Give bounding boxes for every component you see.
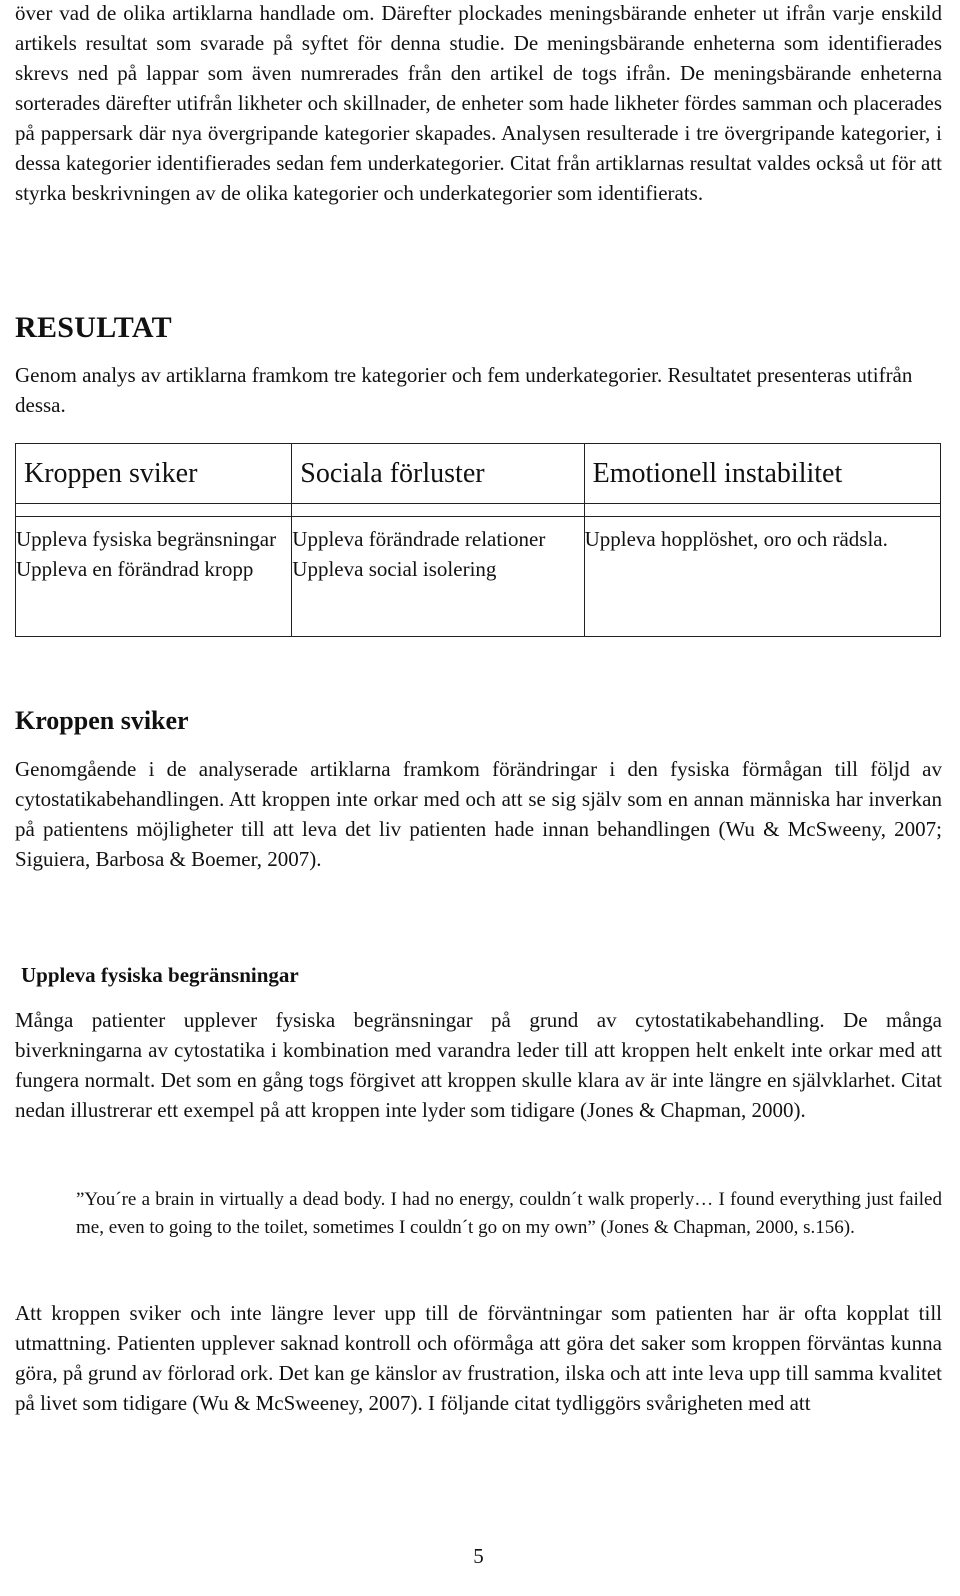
table-header-cell: Kroppen sviker xyxy=(16,444,292,504)
subsection-paragraph: Många patienter upplever fysiska begränsningar på grund av cytostatikabehandling. De många biverkningarna av cytostatika i kombination med varandra leder till att kroppen helt enkelt inte orkar med att fungera normalt. Det som en gång togs förgivet att kroppen skulle klara av är inte längre en självklarhet. Citat nedan illustrerar ett exempel på att kroppen inte lyder som tidigare (Jones & Chapman, 2000). xyxy=(15,1008,942,1122)
section-paragraph: Genomgående i de analyserade artiklarna framkom förändringar i den fysiska förmågan till följd av cytostatikabehandlingen. Att kroppen inte orkar med och att se sig själv som en annan människa har inverkan på patientens möjligheter till att leva det liv patienten hade innan behandlingen (Wu & McSweeny, 2007; Siguiera, Barbosa & Boemer, 2007). xyxy=(15,757,942,871)
table-cell xyxy=(584,517,940,637)
subcategory: Uppleva social isolering xyxy=(292,557,497,581)
table-row xyxy=(16,517,941,637)
table-header-cell: Emotionell instabilitet xyxy=(584,444,940,504)
subcategory: Uppleva förändrade relationer xyxy=(292,527,546,551)
category-table xyxy=(15,443,941,637)
subcategory: Uppleva en förändrad kropp xyxy=(16,557,254,581)
result-heading: RESULTAT xyxy=(15,311,172,344)
closing-paragraph: Att kroppen sviker och inte längre lever upp till de förväntningar som patienten har är ofta kopplat till utmattning. Patienten upplever saknad kontroll och oförmåga att göra det saker som kroppen förväntas kunna göra, på grund av förlorad ork. Det kan ge känslor av frustration, ilska och att inte leva upp till samma kvalitet på livet som tidigare (Wu & McSweeney, 2007). I följande citat tydliggörs svårigheten med att xyxy=(15,1301,942,1415)
result-paragraph: Genom analys av artiklarna framkom tre kategorier och fem underkategorier. Resultatet presenteras utifrån dessa. xyxy=(15,363,913,417)
table-gap-row xyxy=(16,504,941,517)
subcategory: Uppleva fysiska begränsningar xyxy=(16,527,277,551)
block-quote: ”You´re a brain in virtually a dead body. I had no energy, couldn´t walk properly… I found everything just failed me, even to going to the toilet, sometimes I couldn´t go on my own” (Jones & Chapman, 2000, s.156). xyxy=(76,1189,942,1238)
table-cell xyxy=(292,517,584,637)
subcategory: Uppleva hopplöshet, oro och rädsla. xyxy=(584,527,888,551)
table-header-row xyxy=(16,444,941,504)
table-header-cell: Sociala förluster xyxy=(292,444,584,504)
intro-paragraph: över vad de olika artiklarna handlade om. Därefter plockades meningsbärande enheter ut ifrån varje enskild artikels resultat som svarade på syftet för denna studie. De meningsbärande enheterna som identifierades skrevs ned på lappar som även numrerades från den artikel de togs ifrån. De meningsbärande enheterna sorterades därefter utifrån likheter och skillnader, de enheter som hade likheter fördes samman och placerades på pappersark där nya övergripande kategorier skapades. Analysen resulterade i tre övergripande kategorier, i dessa kategorier identifierades sedan fem underkategorier. Citat från artiklarnas resultat valdes också ut för att styrka beskrivningen av de olika kategorier och underkategorier som identifierats. xyxy=(15,1,942,205)
page-number: 5 xyxy=(473,1544,484,1568)
table-cell xyxy=(16,517,292,637)
section-heading: Kroppen sviker xyxy=(15,706,189,735)
subsection-heading: Uppleva fysiska begränsningar xyxy=(21,963,299,987)
